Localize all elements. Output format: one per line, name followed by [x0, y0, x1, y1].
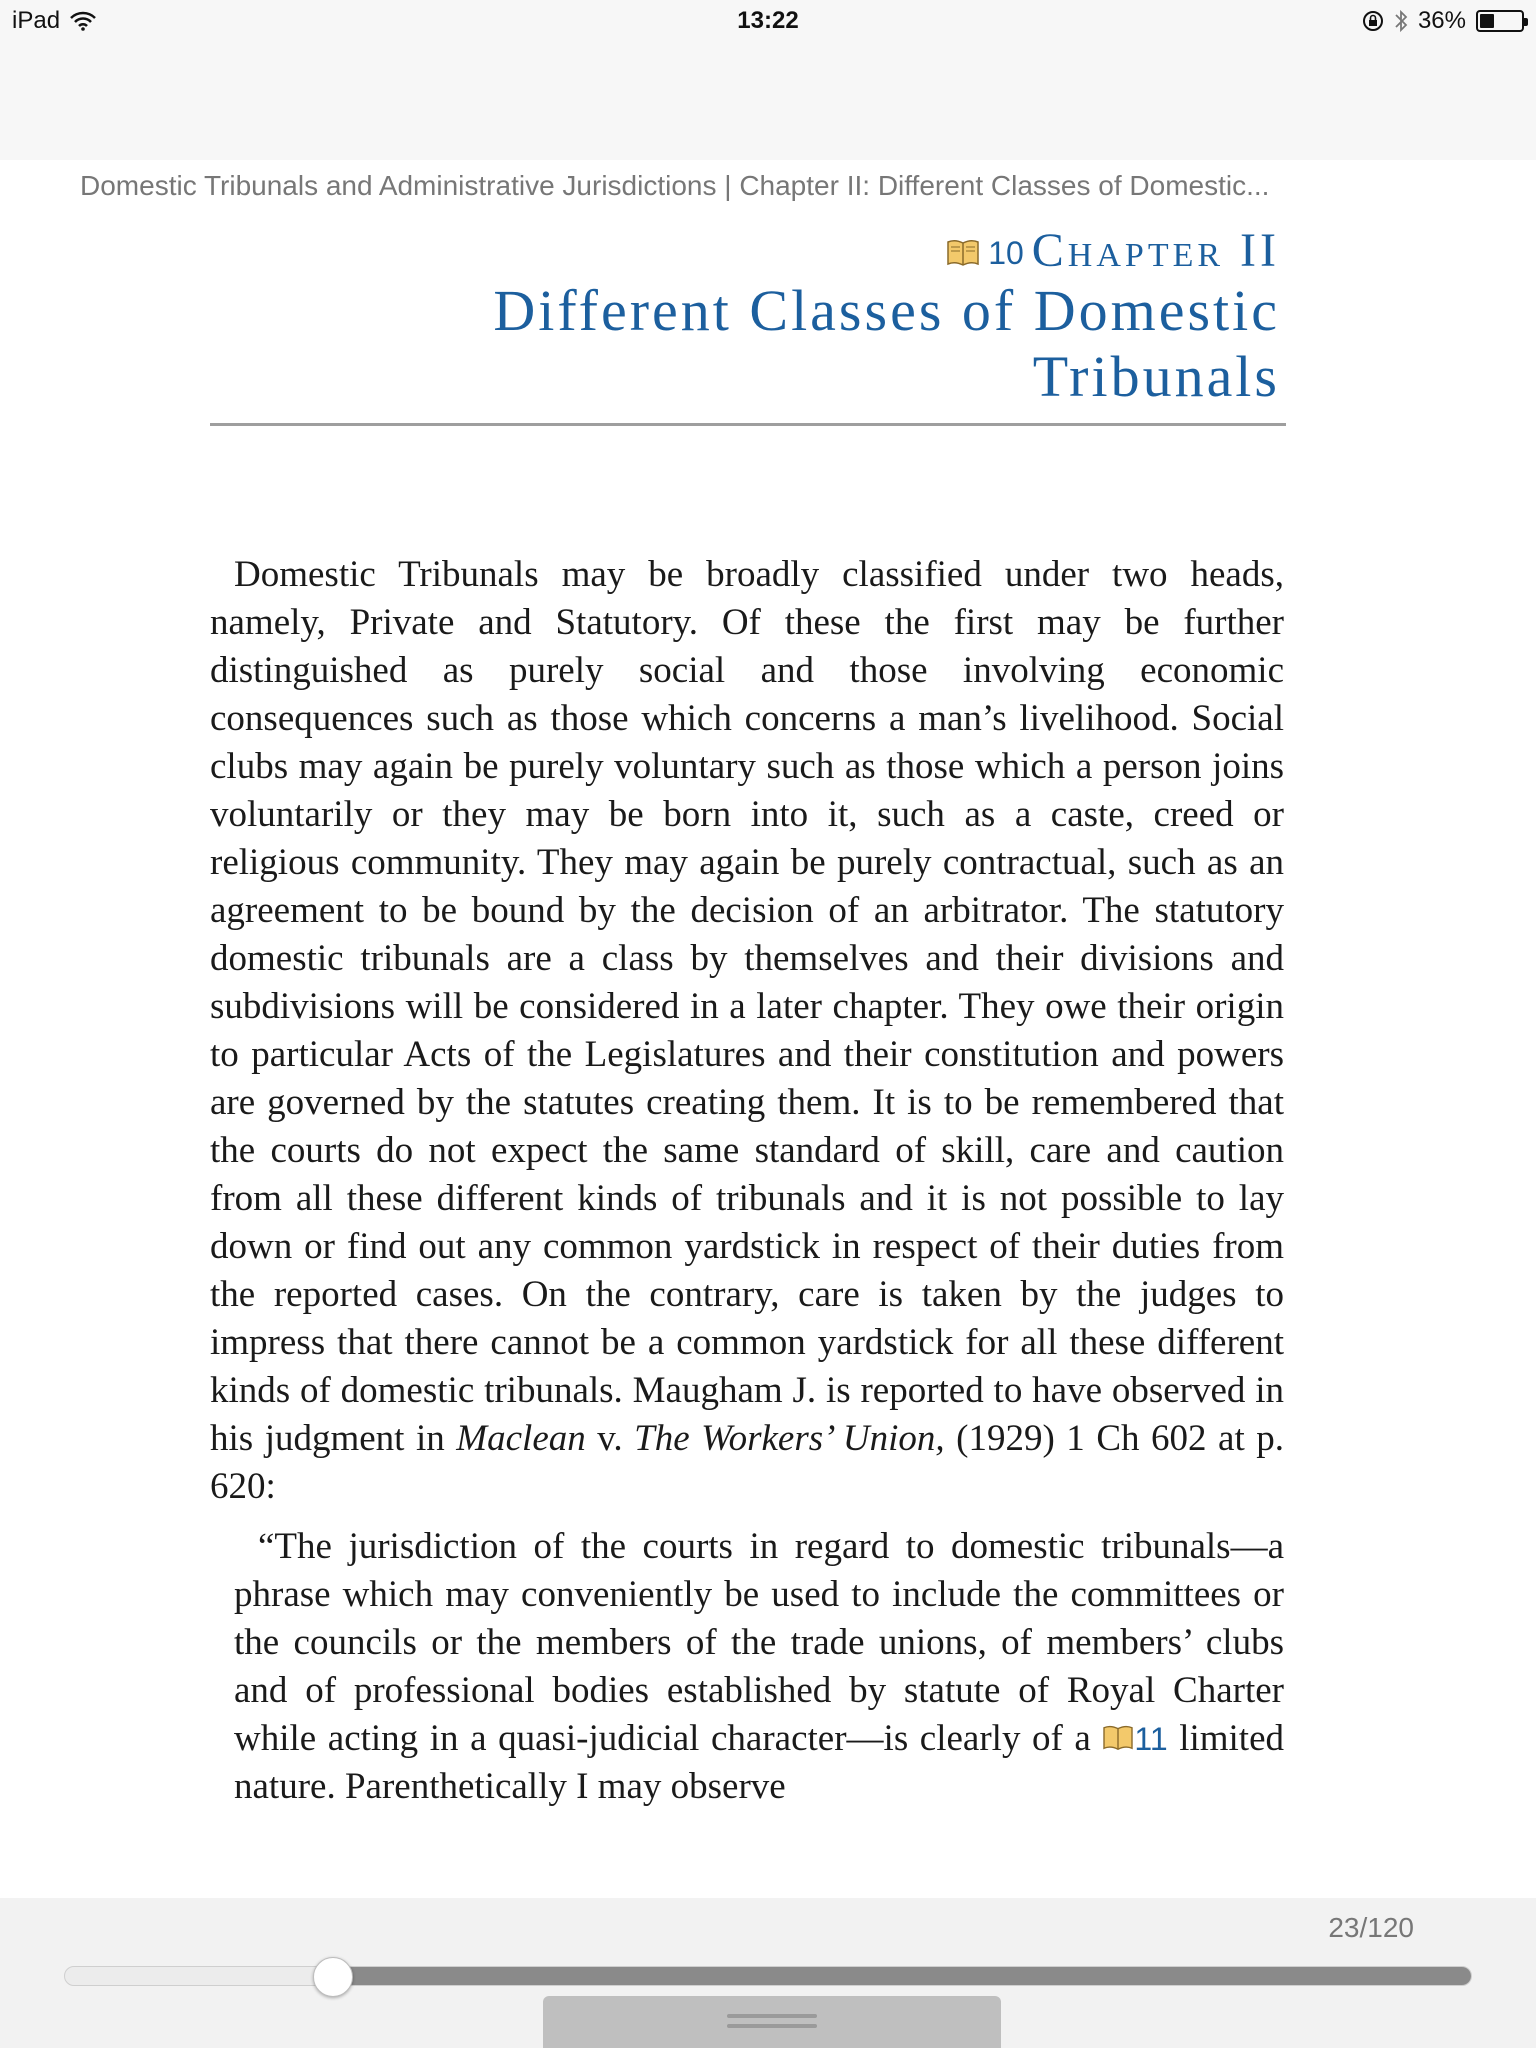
- chapter-title-line: Different Classes of Domestic: [493, 278, 1280, 343]
- drawer-handle[interactable]: [543, 1996, 1001, 2048]
- chapter-title: [280, 278, 1280, 410]
- chapter-heading: [946, 222, 1280, 278]
- inline-page-marker[interactable]: [1102, 1721, 1167, 1757]
- heading-divider: [210, 423, 1286, 426]
- case-citation: (1929) 1 Ch 602 at p. 620:: [210, 1418, 1285, 1507]
- battery-fill: [1480, 14, 1494, 28]
- quote-text: “The jurisdiction of the courts in regard to domestic tribunals—a phrase which may conveniently be used to include the committees or the councils or the members of the trade unions, of members’ clubs and of professional bodies established by statute of Royal Charter while acting in a quasi-judicial character—is clearly of a: [234, 1526, 1284, 1759]
- scrubber-thumb[interactable]: [313, 1957, 353, 1997]
- case-versus: v.: [585, 1418, 635, 1459]
- scrubber-remaining: [333, 1967, 1471, 1985]
- status-bar: [0, 0, 1536, 44]
- top-toolbar[interactable]: [0, 44, 1536, 160]
- page-scrubber[interactable]: [64, 1966, 1472, 1986]
- print-page-number: 10: [988, 235, 1024, 271]
- quote-text: limited nature. Parenthetically I may observe: [234, 1718, 1285, 1807]
- battery-icon: [1476, 10, 1524, 32]
- inline-page-number: 11: [1134, 1721, 1168, 1757]
- paragraph-text: Domestic Tribunals may be broadly classified under two heads, namely, Private and Statutory. Of these the first may be further distinguished as purely social and those involving economic consequences such as those which concerns a man’s livelihood. Social clubs may again be purely voluntary such as those which a person joins voluntarily or they may be born into it, such as a caste, creed or religious community. They may again be purely contractual, such as an agreement to be bound by the decision of an arbitrator. The statutory domestic tribunals are a class by themselves and their divisions and subdivisions will be considered in a later chapter. They owe their origin to particular Acts of the Legislatures and their constitution and powers are governed by the statutes creating them. It is to be remembered that the courts do not expect the same standard of skill, care and caution from all these different kinds of tribunals and it is not possible to lay down or find out any common yardstick in respect of their duties from the reported cases. On the contrary, care is taken by the judges to impress that there cannot be a common yardstick for all these different kinds of domestic tribunals. Maugham J. is reported to have observed in his judgment in: [210, 554, 1284, 1459]
- page-count: 23/120: [1328, 1912, 1414, 1943]
- bluetooth-icon: [1394, 9, 1408, 33]
- body-paragraph: [210, 551, 1284, 1511]
- case-party: The Workers’ Union,: [634, 1418, 945, 1459]
- book-page-icon[interactable]: [946, 238, 980, 268]
- battery-percentage: 36%: [1417, 7, 1466, 34]
- chapter-title-line: Tribunals: [1032, 344, 1280, 409]
- device-name: iPad: [12, 7, 61, 34]
- case-party: Maclean: [456, 1418, 586, 1459]
- block-quote: [234, 1523, 1284, 1811]
- clock: 13:22: [737, 7, 799, 34]
- book-page-icon: [1102, 1724, 1134, 1752]
- running-header: Domestic Tribunals and Administrative Jurisdictions | Chapter II: Different Classes of Domestic...: [80, 170, 1270, 201]
- rotation-lock-icon: [1362, 10, 1384, 32]
- chapter-label: Chapter II: [1031, 224, 1280, 277]
